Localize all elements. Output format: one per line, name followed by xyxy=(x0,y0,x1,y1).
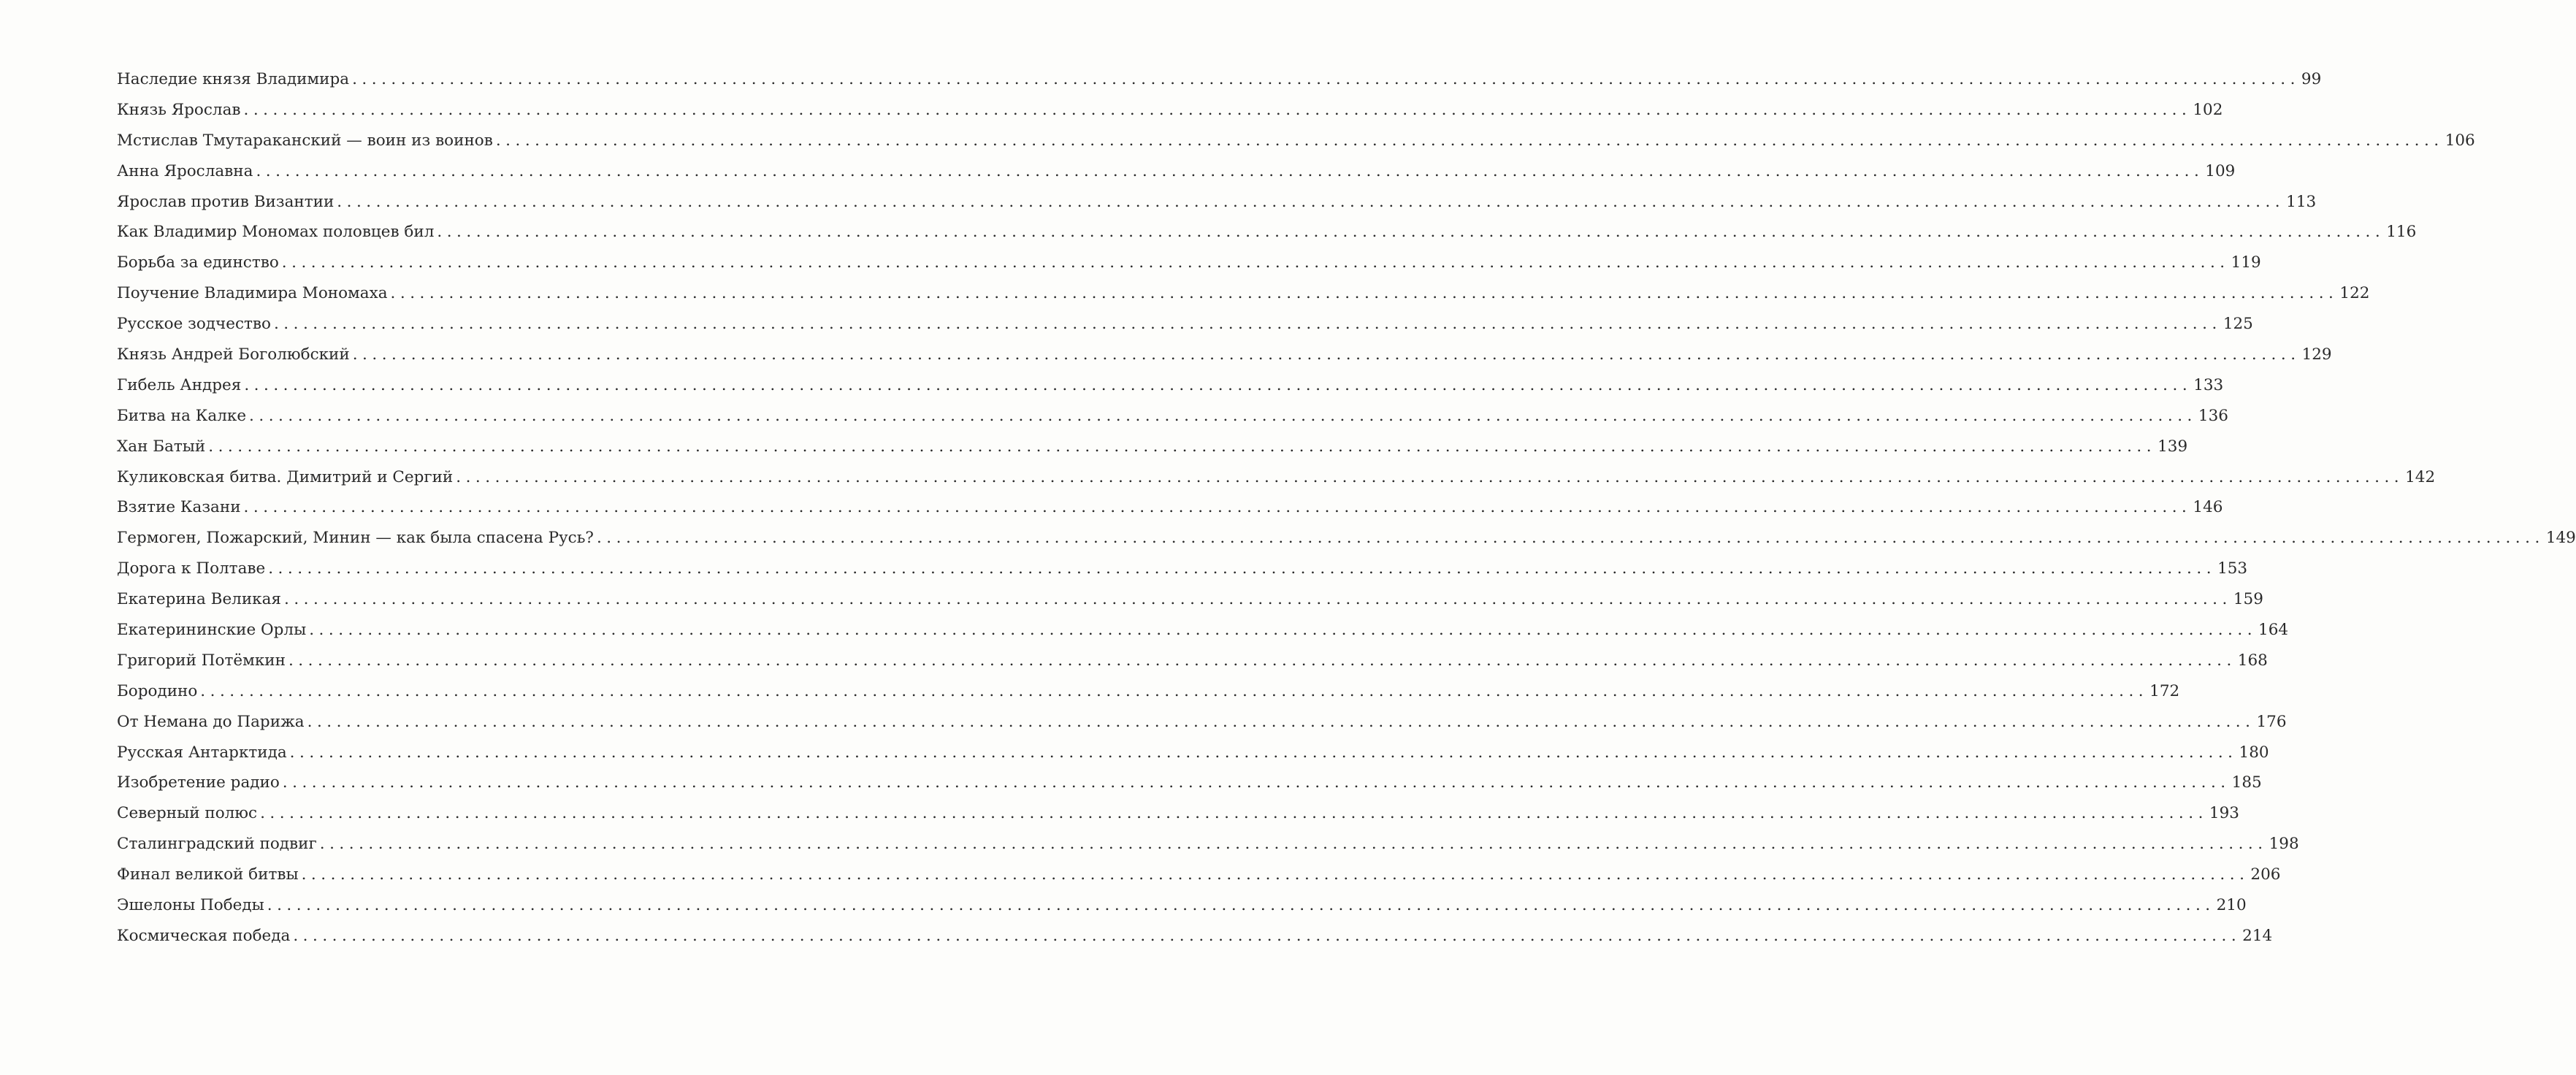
toc-entry-page: 136 xyxy=(2198,406,2228,425)
toc-dot-leader: ........................................................................................................................................................................................................ xyxy=(289,743,2238,762)
toc-entry xyxy=(117,651,2268,682)
toc-entry xyxy=(117,681,2180,713)
toc-dot-leader: ........................................................................................................................................................................................................ xyxy=(301,865,2250,884)
toc-entry xyxy=(117,284,2370,315)
toc-dot-leader: ........................................................................................................................................................................................................ xyxy=(249,406,2197,425)
toc-entry-page: 125 xyxy=(2223,315,2253,334)
toc-entry-page: 153 xyxy=(2217,559,2248,578)
toc-entry xyxy=(117,253,2261,284)
toc-entry xyxy=(117,467,2436,499)
toc-entry xyxy=(117,437,2188,468)
toc-entry-page: 109 xyxy=(2205,161,2236,180)
toc-entry xyxy=(117,406,2228,437)
toc-dot-leader: ........................................................................................................................................................................................................ xyxy=(390,284,2339,303)
toc-dot-leader: ........................................................................................................................................................................................................ xyxy=(352,70,2300,88)
toc-dot-leader: ........................................................................................................................................................................................................ xyxy=(244,375,2193,394)
toc-entry-title: Князь Ярослав xyxy=(117,100,241,119)
toc-entry xyxy=(117,70,2322,101)
toc-entry xyxy=(117,223,2417,253)
toc-entry xyxy=(117,192,2317,223)
toc-entry-title: Хан Батый xyxy=(117,437,206,456)
toc-dot-leader: ........................................................................................................................................................................................................ xyxy=(309,621,2258,640)
toc-entry-page: 149 xyxy=(2545,529,2576,548)
toc-entry-title: Князь Андрей Боголюбский xyxy=(117,345,350,364)
toc-entry-title: Екатерининские Орлы xyxy=(117,621,307,640)
toc-entry xyxy=(117,100,2223,131)
toc-entry-page: 172 xyxy=(2149,681,2180,700)
toc-entry xyxy=(117,590,2263,621)
toc-entry-title: Мстислав Тмутараканский — воин из воинов xyxy=(117,131,493,150)
toc-entry-title: Гермоген, Пожарский, Минин — как была спасена Русь? xyxy=(117,529,594,548)
toc-dot-leader: ........................................................................................................................................................................................................ xyxy=(256,161,2204,180)
toc-dot-leader: ........................................................................................................................................................................................................ xyxy=(437,223,2385,242)
toc-entry-title: Анна Ярославна xyxy=(117,161,253,180)
toc-dot-leader: ........................................................................................................................................................................................................ xyxy=(282,773,2231,792)
toc-dot-leader: ........................................................................................................................................................................................................ xyxy=(273,315,2222,334)
toc-entry-page: 122 xyxy=(2339,284,2370,303)
toc-entry-title: Русское зодчество xyxy=(117,315,271,334)
table-of-contents xyxy=(117,70,2576,957)
toc-entry-title: Битва на Калке xyxy=(117,406,247,425)
toc-dot-leader: ........................................................................................................................................................................................................ xyxy=(596,529,2545,548)
toc-entry-title: Куликовская битва. Димитрий и Сергий xyxy=(117,467,454,486)
toc-dot-leader: ........................................................................................................................................................................................................ xyxy=(268,559,2217,578)
toc-entry-page: 198 xyxy=(2269,835,2299,854)
toc-entry-title: Северный полюс xyxy=(117,804,258,823)
toc-entry xyxy=(117,375,2224,407)
toc-entry xyxy=(117,345,2332,376)
toc-entry-title: Космическая победа xyxy=(117,926,291,945)
toc-entry-page: 119 xyxy=(2231,253,2261,272)
toc-entry-page: 185 xyxy=(2231,773,2262,792)
toc-entry-page: 113 xyxy=(2286,192,2317,211)
toc-entry-page: 193 xyxy=(2209,804,2239,823)
toc-entry xyxy=(117,804,2239,835)
toc-entry-title: Эшелоны Победы xyxy=(117,896,264,915)
toc-entry-page: 106 xyxy=(2445,131,2475,150)
toc-entry-title: От Немана до Парижа xyxy=(117,712,305,731)
toc-dot-leader: ........................................................................................................................................................................................................ xyxy=(352,345,2301,364)
toc-dot-leader: ........................................................................................................................................................................................................ xyxy=(288,651,2236,670)
toc-entry xyxy=(117,773,2262,804)
toc-entry-page: 102 xyxy=(2193,100,2223,119)
toc-entry xyxy=(117,315,2253,345)
toc-entry-page: 164 xyxy=(2258,621,2289,640)
toc-entry-page: 139 xyxy=(2158,437,2188,456)
toc-dot-leader: ........................................................................................................................................................................................................ xyxy=(267,896,2215,915)
toc-entry-title: Григорий Потёмкин xyxy=(117,651,286,670)
toc-entry-title: Ярослав против Византии xyxy=(117,192,335,211)
toc-entry xyxy=(117,529,2576,559)
toc-entry xyxy=(117,743,2269,774)
toc-entry-title: Русская Антарктида xyxy=(117,743,287,762)
toc-entry-title: Наследие князя Владимира xyxy=(117,70,350,88)
toc-dot-leader: ........................................................................................................................................................................................................ xyxy=(200,681,2149,700)
toc-entry-page: 133 xyxy=(2193,375,2224,394)
toc-entry xyxy=(117,865,2281,896)
toc-dot-leader: ........................................................................................................................................................................................................ xyxy=(243,498,2192,517)
toc-entry-page: 214 xyxy=(2242,926,2273,945)
toc-entry-title: Взятие Казани xyxy=(117,498,241,517)
toc-dot-leader: ........................................................................................................................................................................................................ xyxy=(307,712,2255,731)
toc-entry-page: 159 xyxy=(2233,590,2263,609)
toc-entry-page: 146 xyxy=(2193,498,2223,517)
toc-dot-leader: ........................................................................................................................................................................................................ xyxy=(456,467,2404,486)
toc-entry xyxy=(117,896,2247,927)
toc-entry xyxy=(117,835,2299,865)
toc-entry-title: Сталинградский подвиг xyxy=(117,835,317,854)
toc-entry xyxy=(117,131,2475,162)
toc-entry xyxy=(117,498,2223,529)
toc-entry-title: Бородино xyxy=(117,681,198,700)
toc-entry-page: 168 xyxy=(2237,651,2268,670)
toc-dot-leader: ........................................................................................................................................................................................................ xyxy=(337,192,2285,211)
toc-dot-leader: ........................................................................................................................................................................................................ xyxy=(208,437,2157,456)
toc-dot-leader: ........................................................................................................................................................................................................ xyxy=(283,590,2232,609)
toc-entry-page: 210 xyxy=(2216,896,2247,915)
toc-entry-page: 142 xyxy=(2405,467,2436,486)
toc-entry-page: 129 xyxy=(2301,345,2332,364)
toc-dot-leader: ........................................................................................................................................................................................................ xyxy=(293,926,2241,945)
toc-entry xyxy=(117,559,2248,590)
toc-dot-leader: ........................................................................................................................................................................................................ xyxy=(281,253,2230,272)
toc-dot-leader: ........................................................................................................................................................................................................ xyxy=(495,131,2444,150)
toc-entry-page: 176 xyxy=(2256,712,2287,731)
toc-entry-title: Екатерина Великая xyxy=(117,590,281,609)
toc-entry xyxy=(117,621,2289,651)
toc-entry-title: Поучение Владимира Мономаха xyxy=(117,284,388,303)
toc-dot-leader: ........................................................................................................................................................................................................ xyxy=(319,835,2268,854)
toc-entry xyxy=(117,712,2287,743)
toc-entry-title: Как Владимир Мономах половцев бил xyxy=(117,223,435,242)
toc-entry-title: Финал великой битвы xyxy=(117,865,299,884)
toc-entry xyxy=(117,926,2273,957)
toc-entry-title: Дорога к Полтаве xyxy=(117,559,266,578)
toc-dot-leader: ........................................................................................................................................................................................................ xyxy=(260,804,2208,823)
toc-entry xyxy=(117,161,2236,193)
toc-entry-title: Изобретение радио xyxy=(117,773,280,792)
toc-dot-leader: ........................................................................................................................................................................................................ xyxy=(243,100,2192,119)
toc-entry-page: 116 xyxy=(2386,223,2417,242)
toc-entry-title: Борьба за единство xyxy=(117,253,279,272)
toc-entry-page: 180 xyxy=(2239,743,2269,762)
toc-entry-page: 206 xyxy=(2250,865,2281,884)
toc-entry-page: 99 xyxy=(2301,70,2322,88)
toc-entry-title: Гибель Андрея xyxy=(117,375,242,394)
